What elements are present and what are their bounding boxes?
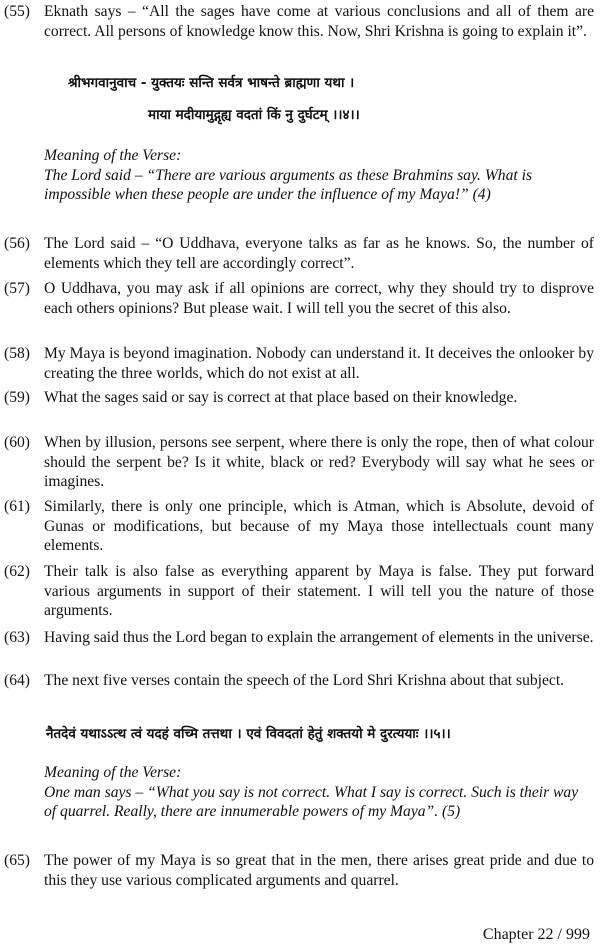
paragraph-text: The next five verses contain the speech of the Lord Shri Krishna about that subject. [44,672,565,689]
meaning-of-verse-4 [44,146,592,205]
paragraph-number: (58) [4,345,30,362]
paragraph-56 [4,234,594,273]
paragraph-text: My Maya is beyond imagination. Nobody can understand it. It deceives the onlooker by creating the three worlds, which do not exist at all. [44,345,594,382]
paragraph-text: Having said thus the Lord began to explain the arrangement of elements in the universe. [44,629,594,646]
paragraph-59 [4,388,594,408]
page-footer: Chapter 22 / 999 [482,926,590,943]
paragraph-text: When by illusion, persons see serpent, where there is only the rope, then of what colour should the serpent be? Is it white, black or red? Everybody will say what he sees or imagines. [44,434,594,491]
paragraph-text: Eknath says – “All the sages have come at various conclusions and all of them are correct. All persons of knowledge know this. Now, Shri Krishna is going to explain it”. [44,3,594,40]
meaning-heading: Meaning of the Verse: [44,147,182,164]
paragraph-text: The Lord said – “O Uddhava, everyone talks as far as he knows. So, the number of elements which they tell are accordingly correct”. [44,235,594,272]
paragraph-number: (56) [4,235,30,252]
paragraph-text: What the sages said or say is correct at that place based on their knowledge. [44,389,518,406]
paragraph-text: The power of my Maya is so great that in the men, there arises great pride and due to this they use various complicated arguments and quarrel. [44,852,594,889]
paragraph-62 [4,562,594,621]
paragraph-text: Their talk is also false as everything apparent by Maya is false. They put forward various arguments in support of their statement. I will tell you the nature of those arguments. [44,563,594,620]
meaning-of-verse-5 [44,763,592,822]
meaning-text: The Lord said – “There are various arguments as these Brahmins say. What is impossible when these people are under the influence of my Maya!” (4) [44,166,533,204]
paragraph-55 [4,2,594,41]
paragraph-58 [4,344,594,383]
paragraph-63 [4,628,594,648]
paragraph-number: (59) [4,389,30,406]
paragraph-number: (57) [4,280,30,297]
verse-4-line-1: श्रीभगवानुवाच - युक्तयः सन्ति सर्वत्र भाषन्ते ब्राह्मणा यथा । [68,75,355,91]
meaning-text: One man says – “What you say is not correct. What I say is correct. Such is their way of quarrel. Really, there are innumerable powers of my Maya”. (5) [44,783,579,821]
paragraph-text: O Uddhava, you may ask if all opinions are correct, why they should try to disprove each others opinions? But please wait. I will tell you the secret of this also. [44,280,594,317]
paragraph-text: Similarly, there is only one principle, which is Atman, which is Absolute, devoid of Gunas or modifications, but because of my Maya those intellectuals count many elements. [44,498,594,555]
paragraph-number: (64) [4,672,30,689]
paragraph-65 [4,851,594,890]
paragraph-57 [4,279,594,318]
verse-4-line-2: माया मदीयामुद्गृह्य वदतां किं नु दुर्घटम् ।।४।। [148,107,360,123]
paragraph-number: (62) [4,563,30,580]
paragraph-64 [4,671,594,691]
paragraph-number: (65) [4,852,30,869]
paragraph-number: (63) [4,629,30,646]
meaning-heading: Meaning of the Verse: [44,764,182,781]
paragraph-number: (61) [4,498,30,515]
paragraph-61 [4,497,594,556]
paragraph-number: (55) [4,3,30,20]
paragraph-number: (60) [4,434,30,451]
verse-5-line-1: नैतदेवं यथाऽऽत्थ त्वं यदहं वच्मि तत्तथा । एवं विवदतां हेतुं शक्तयो मे दुरत्ययाः ।।५।। [46,726,451,742]
paragraph-60 [4,433,594,492]
